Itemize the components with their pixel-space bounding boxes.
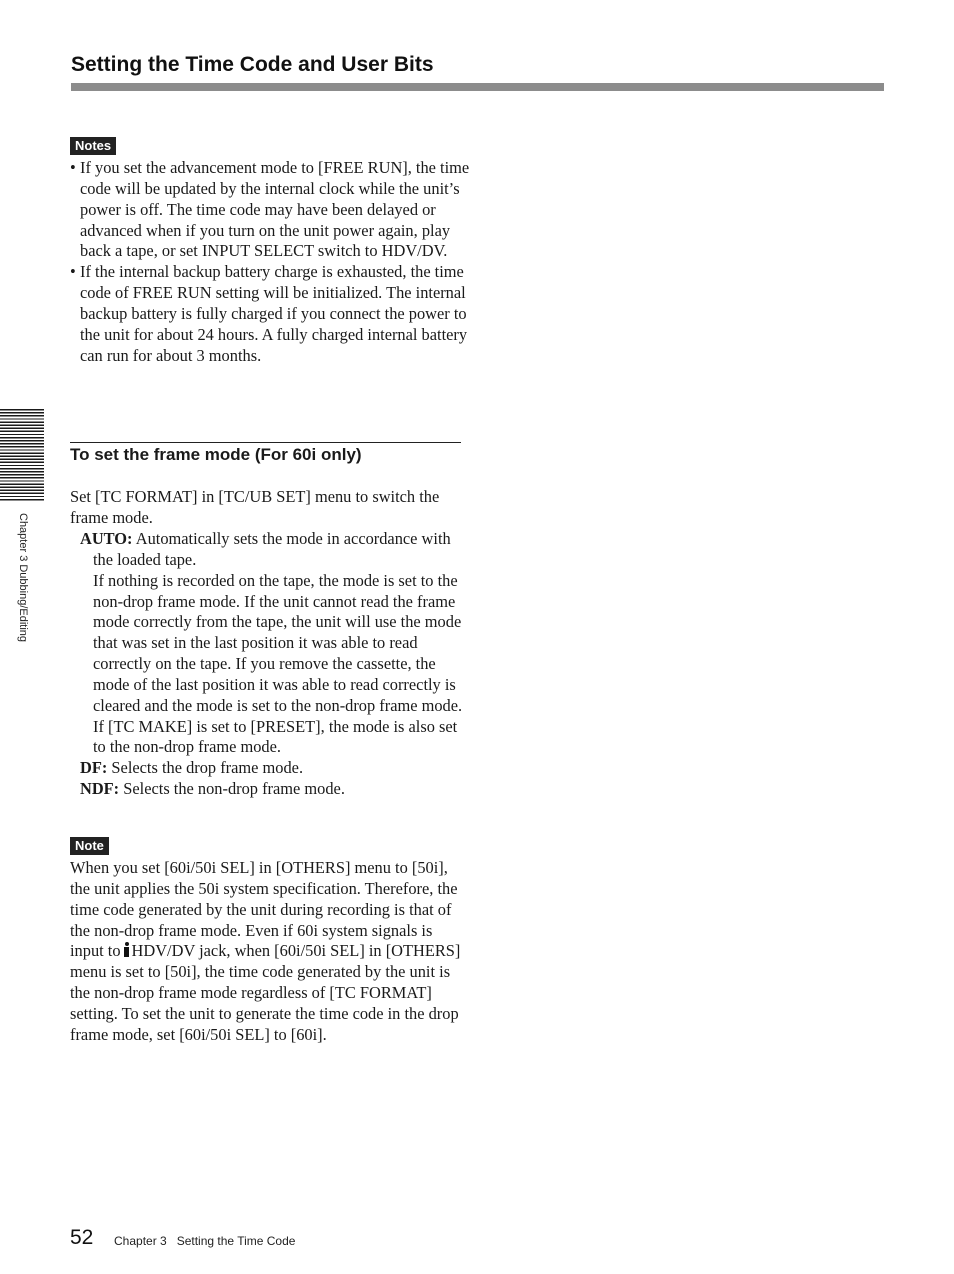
note-text-after: HDV/DV jack, when [60i/50i SEL] in [OTHERS] menu is set to [50i], the time code generated by the unit is the non-drop frame mode regardless of [TC FORMAT] setting. To set the unit to generate the time code in the drop frame mode, set [60i/50i SEL] to [60i]. (70, 941, 461, 1044)
notes-item-text: If you set the advancement mode to [FREE RUN], the time code will be updated by the internal clock while the unit’s power is off. The time code may have been delayed or advanced when if you turn on the unit power again, play back a tape, or set INPUT SELECT switch to HDV/DV. (80, 158, 470, 261)
mode-definitions (80, 529, 470, 800)
df-description: Selects the drop frame mode. (111, 758, 304, 778)
note-label: Note (70, 837, 109, 855)
page-title: Setting the Time Code and User Bits (71, 53, 434, 76)
title-bar (71, 83, 884, 91)
ndf-definition (80, 779, 470, 800)
auto-description: Automatically sets the mode in accordance with the loaded tape. (93, 529, 451, 569)
footer-chapter-title: Chapter 3 Setting the Time Code (114, 1234, 296, 1248)
notes-list (70, 158, 470, 366)
chapter-side-label: Chapter 3 Dubbing/Editing (17, 513, 29, 643)
auto-definition (80, 529, 470, 571)
bullet-icon: • (70, 262, 76, 282)
page-number: 52 (70, 1226, 94, 1249)
note-text (70, 858, 462, 1046)
bullet-icon: • (70, 158, 76, 177)
ndf-term: NDF: (80, 779, 120, 799)
auto-term: AUTO: (80, 529, 133, 548)
notes-item (70, 158, 470, 262)
notes-item (70, 262, 470, 366)
df-term: DF: (80, 758, 108, 778)
chapter-tab-stripes (0, 409, 44, 502)
note-text-before: When you set [60i/50i SEL] in [OTHERS] menu to [50i], the unit applies the 50i system specification. Therefore, the time code generated by the unit during recording is that of the non-drop frame mode. Even if 60i system signals is input to (70, 858, 458, 961)
notes-label: Notes (70, 137, 116, 155)
ndf-description: Selects the non-drop frame mode. (123, 779, 345, 799)
section-heading: To set the frame mode (For 60i only) (70, 445, 362, 464)
df-definition (80, 758, 470, 779)
auto-continuation: If nothing is recorded on the tape, the mode is set to the non-drop frame mode. If the unit cannot read the frame mode correctly from the tape, the unit will use the mode that was set in the last position it was able to read correctly on the tape. If you remove the cassette, the mode of the last position it was able to read correctly is cleared and the mode is set to the non-drop frame mode. If [TC MAKE] is set to [PRESET], the mode is also set to the non-drop frame mode. (93, 570, 463, 757)
section-intro: Set [TC FORMAT] in [TC/UB SET] menu to switch the frame mode. (70, 487, 440, 527)
info-icon (123, 942, 130, 957)
notes-item-text: If the internal backup battery charge is exhausted, the time code of FREE RUN setting will be initialized. The internal backup battery is fully charged if you connect the power to the unit for about 24 hours. A fully charged internal battery can run for about 3 months. (80, 262, 468, 365)
